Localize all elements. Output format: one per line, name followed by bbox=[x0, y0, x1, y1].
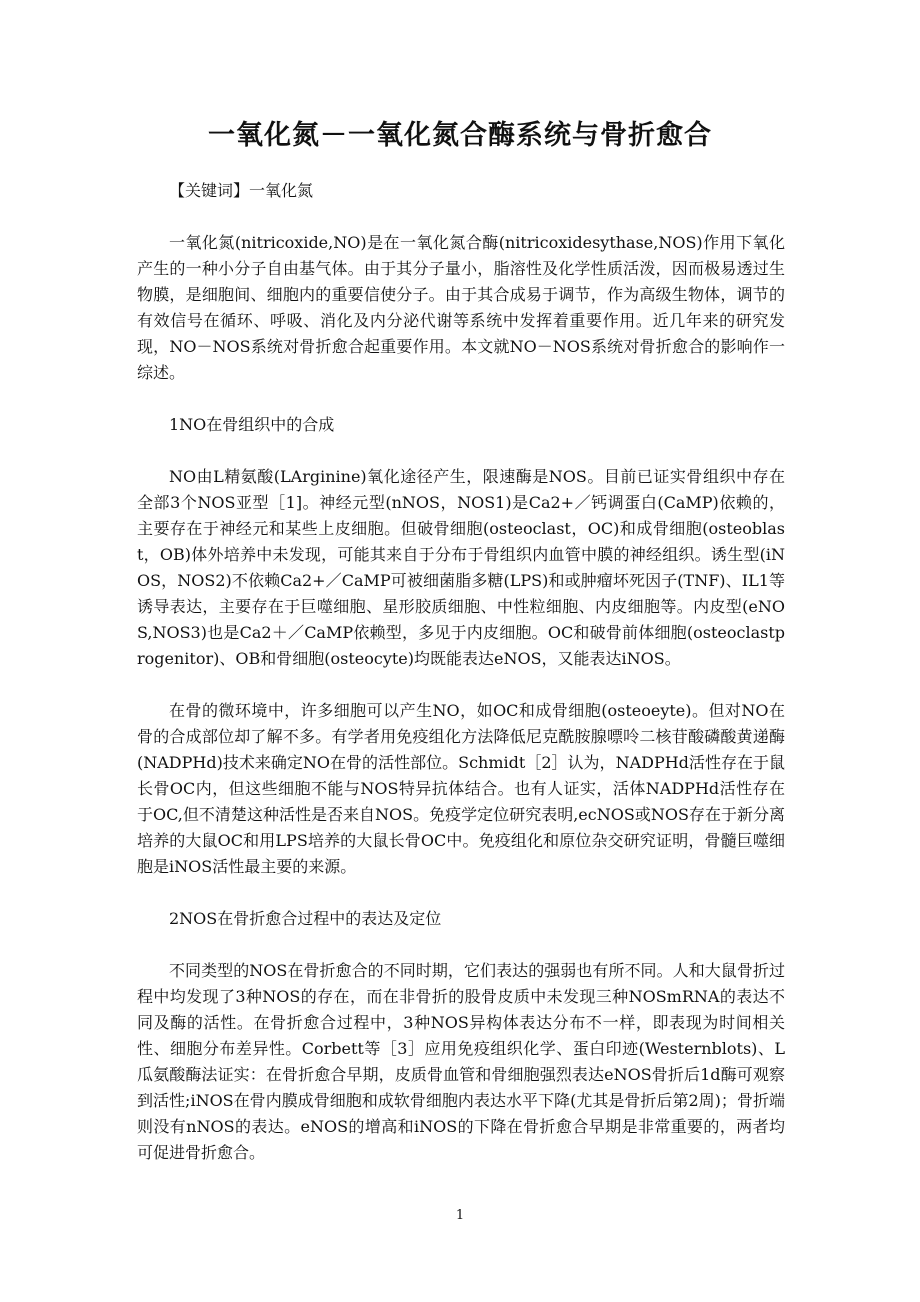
page-number: 1 bbox=[455, 1208, 465, 1223]
section-heading-2: 2NOS在骨折愈合过程中的表达及定位 bbox=[169, 909, 442, 928]
keywords-line: 【关键词】一氧化氮 bbox=[169, 181, 314, 200]
paragraph-synthesis: NO由L精氨酸(LArginine)氧化途径产生，限速酶是NOS。目前已证实骨组织中存在全部3个NOS亚型［1]。神经元型(nNOS，NOS1)是Ca2+／钙调蛋白(CaMP)依赖的，主要存在于神经元和某些上皮细胞。但破骨细胞(osteoclast，OC)和成骨细胞(osteoblast，OB)体外培养中未发现，可能其来自于分布于骨组织内血管中膜的神经组织。诱生型(iNOS，NOS2)不依赖Ca2+／CaMP可被细菌脂多糖(LPS)和或肿瘤坏死因子(TNF)、IL1等诱导表达，主要存在于巨噬细胞、星形胶质细胞、中性粒细胞、内皮细胞等。内皮型(eNOS,NOS3)也是Ca2＋／CaMP依赖型，多见于内皮细胞。OC和破骨前体细胞(osteoclastprogenitor)、OB和骨细胞(osteocyte)均既能表达eNOS，又能表达iNOS。 bbox=[137, 467, 785, 668]
document-body bbox=[137, 178, 785, 1192]
section-heading-1: 1NO在骨组织中的合成 bbox=[169, 415, 335, 434]
paragraph-microenvironment: 在骨的微环境中，许多细胞可以产生NO，如OC和成骨细胞(osteoeyte)。但对NO在骨的合成部位却了解不多。有学者用免疫组化方法降低尼克酰胺腺嘌呤二核苷酸磷酸黄递酶(NADPHd)技术来确定NO在骨的活性部位。Schmidt［2］认为，NADPHd活性存在于鼠长骨OC内，但这些细胞不能与NOS特异抗体结合。也有人证实，活体NADPHd活性存在于OC,但不清楚这种活性是否来自NOS。免疫学定位研究表明,ecNOS或NOS存在于新分离培养的大鼠OC和用LPS培养的大鼠长骨OC中。免疫组化和原位杂交研究证明，骨髓巨噬细胞是iNOS活性最主要的来源。 bbox=[137, 701, 785, 876]
paragraph-intro: 一氧化氮(nitricoxide,NO)是在一氧化氮合酶(nitricoxidesythase,NOS)作用下氧化产生的一种小分子自由基气体。由于其分子量小，脂溶性及化学性质活泼，因而极易透过生物膜，是细胞间、细胞内的重要信使分子。由于其合成易于调节，作为高级生物体，调节的有效信号在循环、呼吸、消化及内分泌代谢等系统中发挥着重要作用。近几年来的研究发现，NO－NOS系统对骨折愈合起重要作用。本文就NO－NOS系统对骨折愈合的影响作一综述。 bbox=[137, 233, 785, 382]
document-title: 一氧化氮－一氧化氮合酶系统与骨折愈合 bbox=[208, 120, 712, 151]
paragraph-expression: 不同类型的NOS在骨折愈合的不同时期，它们表达的强弱也有所不同。人和大鼠骨折过程中均发现了3种NOS的存在，而在非骨折的股骨皮质中未发现三种NOSmRNA的表达不同及酶的活性。在骨折愈合过程中，3种NOS异构体表达分布不一样，即表现为时间相关性、细胞分布差异性。Corbett等［3］应用免疫组织化学、蛋白印迹(Westernblots)、L瓜氨酸酶法证实：在骨折愈合早期，皮质骨血管和骨细胞强烈表达eNOS骨折后1d酶可观察到活性;iNOS在骨内膜成骨细胞和成软骨细胞内表达水平下降(尤其是骨折后第2周)；骨折端则没有nNOS的表达。eNOS的增高和iNOS的下降在骨折愈合早期是非常重要的，两者均可促进骨折愈合。 bbox=[137, 961, 785, 1162]
